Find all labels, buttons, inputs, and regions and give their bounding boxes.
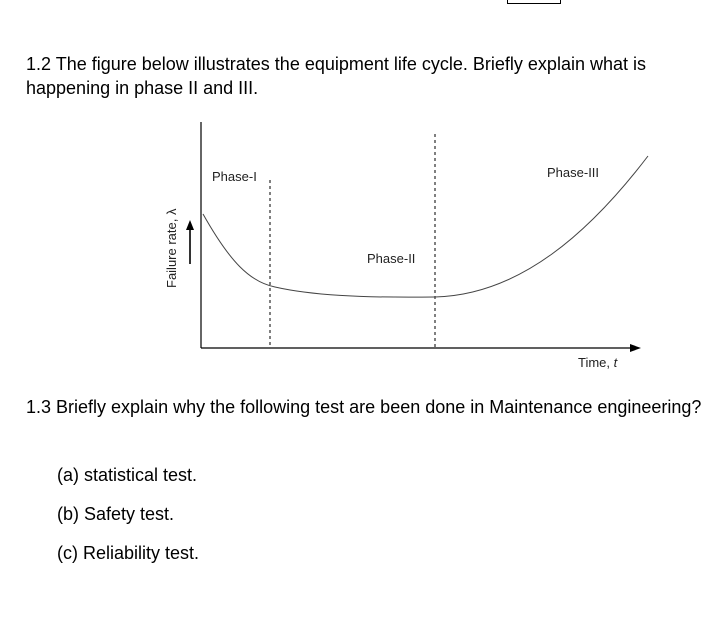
phase-3-label: Phase-III [547, 165, 600, 180]
y-axis-label: Failure rate, λ [164, 208, 179, 288]
phase-1-label: Phase-I [212, 169, 257, 184]
x-axis-label-text: Time, [578, 355, 614, 370]
question-1-3-text: 1.3 Briefly explain why the following test are been done in Maintenance engineering? [26, 397, 702, 417]
option-c: (c) Reliability test. [57, 543, 200, 563]
x-axis-arrowhead [630, 344, 641, 352]
phase-2-label: Phase-II [367, 251, 416, 266]
option-a: (a) statistical test. [57, 465, 198, 485]
x-axis-label-var: t [613, 355, 618, 370]
x-axis-label [578, 355, 619, 370]
y-label-arrowhead [186, 220, 194, 230]
question-1-2-text: 1.2 The figure below illustrates the equipment life cycle. Briefly explain what is happening in phase II and III. [26, 54, 646, 98]
option-b: (b) Safety test. [57, 504, 175, 524]
